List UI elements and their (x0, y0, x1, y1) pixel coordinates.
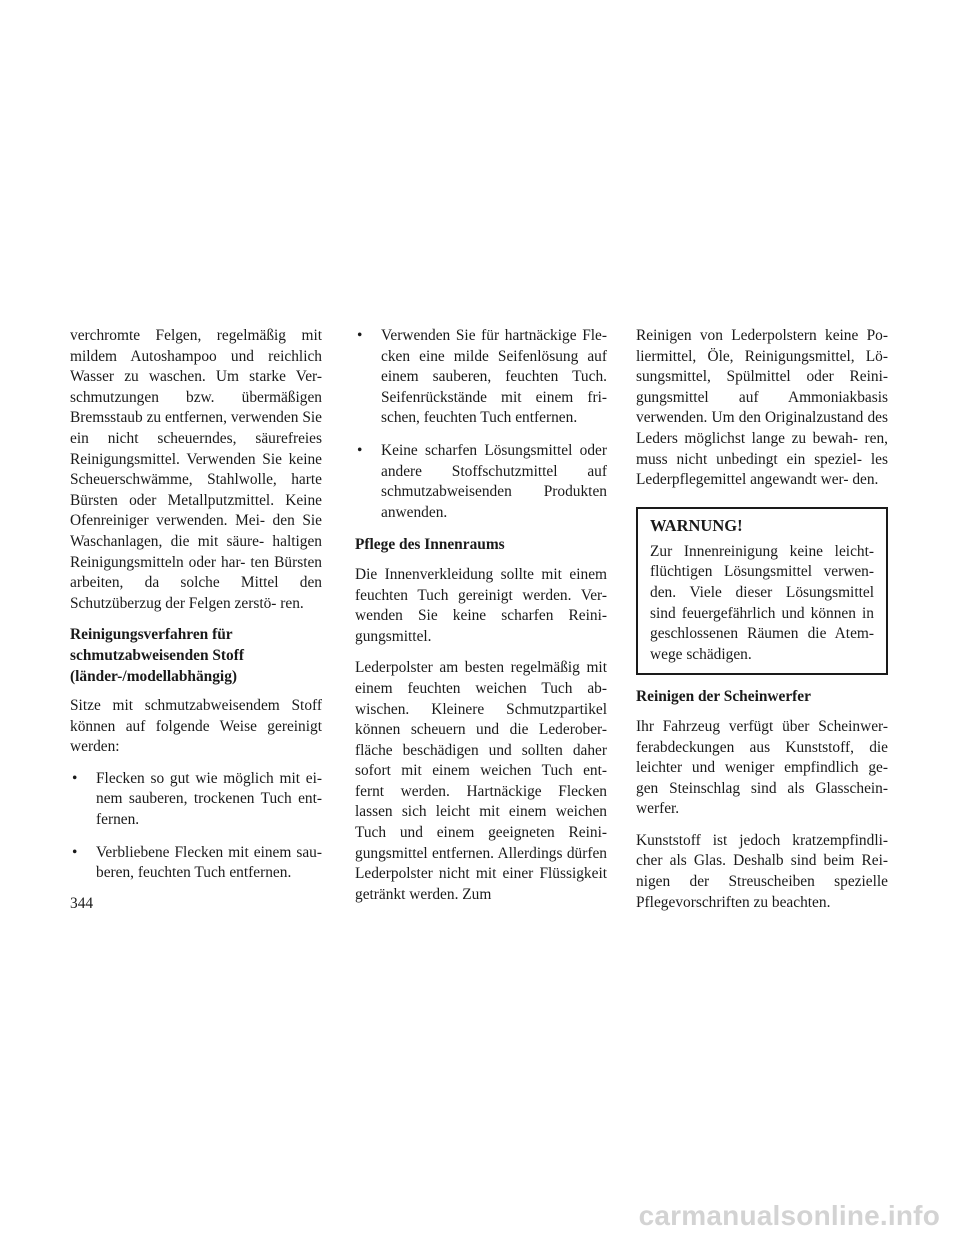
paragraph-seats: Sitze mit schmutzabweisendem Stoff können auf folgende Weise gereinigt werden: (70, 697, 322, 756)
column-left (70, 326, 322, 896)
list-item (355, 326, 607, 429)
watermark: carmanualsonline.info (638, 1200, 940, 1231)
list-item-text: Verwenden Sie für hartnäckige Fle- cken eine milde Seifenlösung auf einem sauberen, feuchten Tuch. Seifenrückstände mit einem fri- schen, feuchten Tuch entfernen. (381, 327, 607, 427)
list-item-text: Keine scharfen Lösungsmittel oder andere Stoffschutzmittel auf schmutzabweisenden Produkten anwenden. (381, 441, 607, 521)
list-item (355, 441, 607, 523)
paragraph-plastic-scratch: Kunststoff ist jedoch kratzempfindli- cher als Glas. Deshalb sind beim Rei- nigen der Streuscheiben spezielle Pflegevorschriften zu beachten. (636, 831, 888, 911)
warning-title: WARNUNG! (650, 515, 743, 535)
list-item-text: Flecken so gut wie möglich mit ei- nem sauberen, trockenen Tuch ent- fernen. (96, 769, 322, 829)
paragraph-headlamp-covers: Ihr Fahrzeug verfügt über Scheinwer- ferabdeckungen aus Kunststoff, die leichter und weniger empfindlich ge- gen Steinschlag sind als Glasschein- werfer. (636, 717, 888, 818)
heading-interior-care: Pflege des Innenraums (355, 536, 505, 554)
paragraph-interior-trim: Die Innenverkleidung sollte mit einem feuchten Tuch gereinigt werden. Ver- wenden Sie keine scharfen Reini- gungsmittel. (355, 565, 607, 645)
paragraph-wheels: verchromte Felgen, regelmäßig mit mildem Autoshampoo und reichlich Wasser zu waschen. Um starke Ver- schmutzungen bzw. übermäßigen Bremsstaub zu entfernen, verwenden Sie ein nicht scheuerndes, säurefreies Reinigungsmittel. Verwenden Sie keine Scheuerschwämme, Stahlwolle, harte Bürsten oder Metallputzmittel. Keine Ofenreiniger verwenden. Mei- den Sie Waschanlagen, die mit säure- haltigen Reinigungsmitteln oder har- ten Bürsten arbeiten, da solche Mittel den Schutzüberzug der Felgen zerstö- ren. (70, 327, 322, 612)
bullet-icon: • (357, 327, 363, 344)
list-item (70, 769, 322, 831)
bullet-icon: • (357, 441, 363, 459)
bullet-icon: • (72, 843, 78, 861)
paragraph-leather: Lederpolster am besten regelmäßig mit einem feuchten weichen Tuch ab- wischen. Kleinere Schmutzpartikel können scheuern und die Lederober- fläche beschädigen und sollten daher sofort mit einem weichen Tuch ent- fernt werden. Hartnäckige Flecken lassen sich leicht mit einem weichen Tuch und einem geeigneten Reini- gungsmittel entfernen. Allerdings dürfen Lederpolster nicht mit einer Flüssigkeit getränkt werden. Zum (355, 659, 607, 903)
warning-box (636, 507, 888, 676)
bullet-list-stains (355, 326, 607, 523)
warning-text: Zur Innenreinigung keine leicht- flüchtigen Lösungsmittel verwen- den. Viele dieser Lösungsmittel sind feuergefährlich und können in geschlossenen Räumen die Atem- wege schädigen. (650, 542, 874, 663)
bullet-icon: • (72, 769, 78, 787)
list-item (70, 843, 322, 884)
bullet-list-fabric (70, 769, 322, 884)
paragraph-leather-continued: Reinigen von Lederpolstern keine Po- liermittel, Öle, Reinigungsmittel, Lö- sungsmittel, Spülmittel oder Reini- gungsmittel auf Ammoniakbasis verwenden. Um den Originalzustand des Leders möglichst lange zu bewah- ren, muss nicht unbedingt ein speziel- les Lederpflegemittel angewandt wer- den. (636, 327, 888, 489)
heading-stain-resistant-fabric: Reinigungsverfahren für schmutzabweisenden Stoff (länder-/modellabhängig) (70, 626, 245, 685)
heading-headlamp-cleaning: Reinigen der Scheinwerfer (636, 688, 811, 706)
column-right (636, 326, 888, 924)
list-item-text: Verbliebene Flecken mit einem sau- beren, feuchten Tuch entfernen. (96, 843, 322, 882)
page-number: 344 (70, 895, 94, 912)
column-middle (355, 326, 607, 916)
